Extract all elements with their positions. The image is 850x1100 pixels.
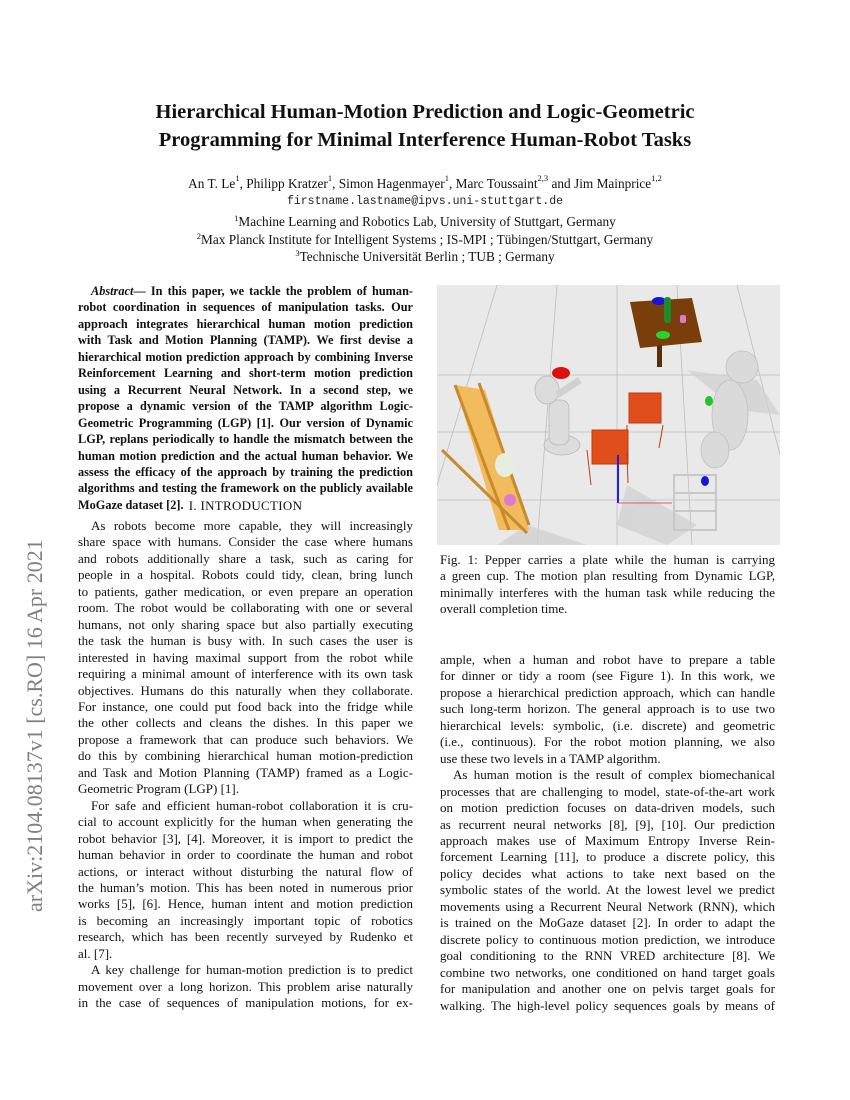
body-text-line: approach makes use of Maximum Entropy Inverse Rein- <box>440 832 775 848</box>
author-name: Jim Mainprice <box>574 176 652 191</box>
paper-title <box>0 98 850 154</box>
author-affiliation-mark: 2,3 <box>537 173 549 183</box>
body-text-line: on motion prediction focuses on data-driven models, such <box>440 800 775 816</box>
abstract-line <box>78 349 413 365</box>
abstract-text: approach integrates hierarchical human motion prediction <box>78 316 413 331</box>
affiliation-text: Technische Universität Berlin ; TUB ; Germany <box>299 249 555 264</box>
abstract-text: — In this paper, we tackle the problem of human- <box>133 284 413 298</box>
body-text-line: and Task and Motion Planning (TAMP) framed as a Logic- <box>78 764 413 780</box>
abstract-text: human motion prediction and the actual human behavior. We <box>78 448 413 463</box>
caption-line: overall completion time. <box>440 601 568 617</box>
affiliation-text: Max Planck Institute for Intelligent Systems ; IS-MPI ; Tübingen/Stuttgart, Germany <box>201 231 654 247</box>
body-text-line: walking. The high-level policy sequences goals by means of <box>440 997 775 1013</box>
right-column-body <box>440 652 775 1014</box>
body-text-line: As robots become more capable, they will increasingly <box>91 518 413 533</box>
abstract-text: assess the efficacy of the approach by training the prediction <box>78 464 413 479</box>
caption-line: Fig. 1: Pepper carries a plate while the human is carrying <box>440 552 775 567</box>
body-text-line: discrete policy to continuous motion prediction, we introduce <box>440 931 775 947</box>
body-text-line: policy decides what actions to take next based on the <box>440 865 775 881</box>
author-affiliation-mark: 1 <box>327 173 333 183</box>
body-text-line: al. [7]. <box>78 945 113 961</box>
body-text-line: interested in having maximal support from the robot while <box>78 649 413 665</box>
body-text-line: works [5], [6]. Hence, human intent and motion prediction <box>78 896 413 912</box>
body-text-line: humans, not only sharing space but also partially executing <box>78 616 413 632</box>
body-text-line: propose a framework that can produce such behaviors. We <box>78 731 413 747</box>
body-text-line: objectives. Humans do this naturally when they collaborate. <box>78 682 413 698</box>
body-text-line: robot behavior [3], [4]. Moreover, it is import to predict the <box>78 830 413 846</box>
author-list <box>0 173 850 192</box>
affiliations <box>0 213 850 266</box>
arxiv-identifier: arXiv:2104.08137v1 [cs.RO] 16 Apr 2021 <box>22 539 47 912</box>
body-text-line: processes that are challenging to model, state-of-the-art work <box>440 783 775 799</box>
abstract-text: robot coordination in sequences of manipulation tasks. Our <box>78 300 413 315</box>
author-name: An T. Le <box>188 176 236 191</box>
abstract-text: with Task and Motion Planning (TAMP). We first devise a <box>78 333 413 348</box>
abstract-line <box>78 283 413 299</box>
body-text-line: requiring a minimal amount of interference with its own task <box>78 666 413 682</box>
body-text-line: for manipulation and another one on pelvis target goals for <box>440 981 775 997</box>
body-text-line: As human motion is the result of complex biomechanical <box>453 767 775 783</box>
abstract-line <box>78 332 413 348</box>
abstract-line <box>78 480 413 496</box>
author-affiliation-mark: 1 <box>444 173 449 183</box>
affiliation-line <box>0 213 850 231</box>
body-text-line: is becoming an increasingly important topic of robotics <box>78 912 413 928</box>
body-text-line: the human’s motion. This has been noted in numerous prior <box>78 879 413 895</box>
caption-line: a green cup. The motion plan resulting from Dynamic LGP, <box>440 568 775 584</box>
affiliation-text: Machine Learning and Robotics Lab, University of Stuttgart, Germany <box>238 214 616 229</box>
body-text-line: and robots additionally share a task, such as caring for <box>78 550 413 566</box>
author-name: Marc Toussaint <box>455 176 538 191</box>
left-column-body <box>78 518 413 1012</box>
body-text-line: share space with humans. Consider the case where humans <box>78 534 413 550</box>
body-text-line: actions, or interact without disturbing the natural flow of <box>78 863 413 879</box>
section-heading: I. INTRODUCTION <box>188 498 303 513</box>
body-text-line: human behavior in order to coordinate the human and robot <box>78 847 413 863</box>
caption-line: minimally interferes with the human task while reducing the <box>440 584 775 600</box>
body-text-line: cial to account explicitly for the human when generating the <box>78 814 413 830</box>
abstract-line <box>78 365 413 381</box>
body-text-line: room. The robot would be collaborating with one or several <box>78 600 413 616</box>
body-text-line: hierarchical levels: symbolic, (i.e. discrete) and geometric <box>440 717 775 733</box>
abstract-text: Reinforcement Learning and short-term motion prediction <box>78 366 413 381</box>
body-text-line: symbolic states of the world. At the lowest level we predict <box>440 882 775 898</box>
title-line: Hierarchical Human-Motion Prediction and Logic-Geometric <box>155 101 695 123</box>
body-text-line: for dinner or tidy a room (see Figure 1). In this work, we <box>440 668 775 684</box>
abstract-text: LGP, replans periodically to handle the mismatch between the <box>78 432 413 447</box>
abstract-line <box>78 415 413 431</box>
abstract-line <box>78 316 413 332</box>
abstract-line <box>78 464 413 480</box>
abstract-text: hierarchical motion prediction approach by combining Inverse <box>78 349 413 364</box>
body-text-line: do this by combining hierarchical human motion-prediction <box>78 748 413 764</box>
affiliation-mark: 2 <box>196 230 202 241</box>
abstract-line <box>78 299 413 315</box>
figure-caption <box>440 552 775 618</box>
abstract-line <box>78 382 413 398</box>
body-text-line: in the case of sequences of manipulation motions, for ex- <box>78 995 413 1011</box>
body-text-line: movement over a long horizon. This problem arise naturally <box>78 978 413 994</box>
abstract-text: using a Recurrent Neural Network. In a second step, we <box>78 382 413 397</box>
body-text-line: propose a hierarchical prediction approach, which can handle <box>440 684 775 700</box>
title-line: Programming for Minimal Interference Human-Robot Tasks <box>158 129 692 151</box>
author-name: Philipp Kratzer <box>246 176 328 191</box>
abstract <box>78 283 413 513</box>
author-separator: , <box>448 176 456 191</box>
author-affiliation-mark: 1,2 <box>651 173 662 183</box>
body-text-line: goal conditioning to the RNN VRED architecture [8]. We <box>440 948 775 964</box>
abstract-text: Geometric Programming (LGP) [1]. Our version of Dynamic <box>78 415 413 430</box>
body-text-line: combine two networks, one conditioned on hand target goals <box>440 964 775 980</box>
author-email: firstname.lastname@ipvs.uni-stuttgart.de <box>286 195 564 208</box>
affiliation-line <box>0 231 850 249</box>
affiliation-mark: 3 <box>295 248 300 258</box>
abstract-label: Abstract <box>91 284 134 298</box>
affiliation-mark: 1 <box>234 213 239 223</box>
author-separator: and <box>548 176 575 191</box>
body-text-line: to patients, gather medication, or even prepare an operation <box>78 583 413 599</box>
body-text-line: ample, when a human and robot have to prepare a table <box>440 652 775 667</box>
figure-1-scene <box>437 285 780 545</box>
body-text-line: (i.e., continuous). For the robot motion planning, we also <box>440 734 775 750</box>
abstract-text: algorithms and testing the framework on the publicly available <box>78 481 413 496</box>
affiliation-line <box>0 248 850 266</box>
body-text-line: the other collects and cleans the dishes. In this paper we <box>78 715 413 731</box>
body-text-line: use these two levels in a TAMP algorithm. <box>440 750 661 766</box>
body-text-line: such long-term horizon. The general approach is to use two <box>440 701 775 717</box>
body-text-line: research, which has been recently surveyed by Rudenko et <box>78 929 413 945</box>
author-separator: , <box>239 176 247 191</box>
body-text-line: A key challenge for human-motion prediction is to predict <box>91 962 413 978</box>
body-text-line: the task the human is busy with. In such cases the user is <box>78 633 413 649</box>
abstract-text: propose a dynamic version of the TAMP algorithm Logic- <box>78 399 413 414</box>
body-text-line: is trained on the MoGaze dataset [2]. In order to adapt the <box>440 915 775 931</box>
author-name: Simon Hagenmayer <box>338 176 445 191</box>
author-affiliation-mark: 1 <box>235 173 240 183</box>
body-text-line: For safe and efficient human-robot collaboration it is cru- <box>91 797 413 813</box>
body-text-line: Geometric Program (LGP) [1]. <box>78 781 240 797</box>
abstract-line <box>78 398 413 414</box>
body-text-line: For instance, one could put food back into the fridge while <box>78 698 413 714</box>
body-text-line: people in a hospital. Robots could tidy, clean, bring lunch <box>78 567 413 583</box>
body-text-line: movements using a Recurrent Neural Network (RNN), which <box>440 898 775 914</box>
body-text-line: forcement Learning [11], to produce a discrete policy, this <box>440 849 775 865</box>
abstract-text: MoGaze dataset [2]. <box>78 497 184 512</box>
abstract-line <box>78 448 413 464</box>
author-separator: , <box>332 176 339 191</box>
abstract-line <box>78 431 413 447</box>
body-text-line: as recurrent neural networks [8], [9], [10]. Our prediction <box>440 816 775 832</box>
